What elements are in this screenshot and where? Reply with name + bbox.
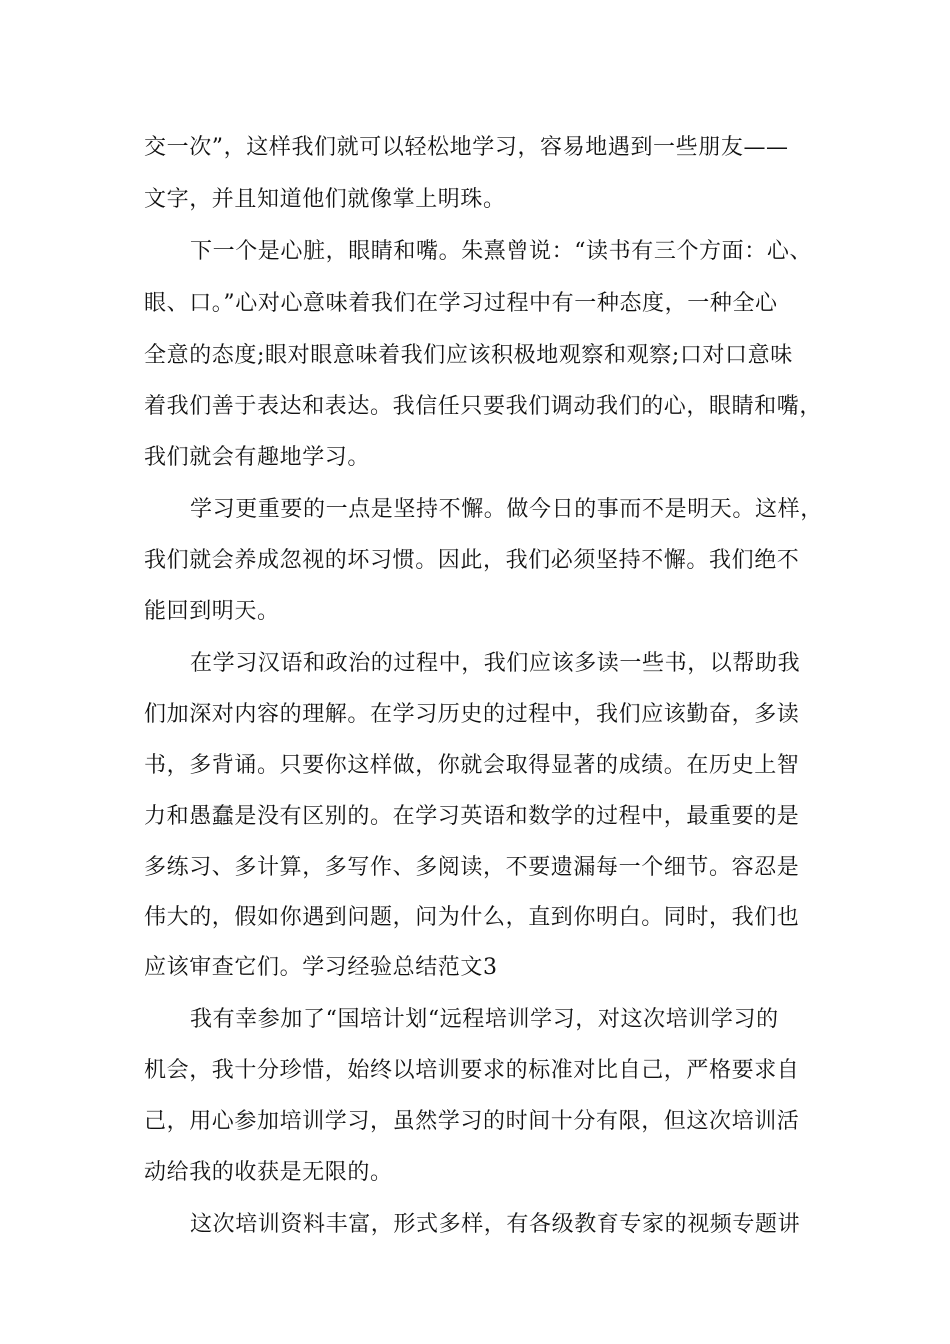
text-line: 文字，并且知道他们就像掌上明珠。 xyxy=(144,187,506,212)
paragraph-start-line: 学习更重要的一点是坚持不懈。做今日的事而不是明天。这样， xyxy=(190,497,823,522)
text-line: 着我们善于表达和表达。我信任只要我们调动我们的心，眼睛和嘴， xyxy=(144,394,823,419)
paragraph-start-line: 我有幸参加了“国培计划“远程培训学习，对这次培训学习的 xyxy=(190,1007,779,1032)
text-line: 机会，我十分珍惜，始终以培训要求的标准对比自己，严格要求自 xyxy=(144,1058,800,1083)
text-line: 们加深对内容的理解。在学习历史的过程中，我们应该勤奋，多读 xyxy=(144,702,800,727)
text-line: 我们就会养成忽视的坏习惯。因此，我们必须坚持不懈。我们绝不 xyxy=(144,548,800,573)
paragraph-start-line: 下一个是心脏，眼睛和嘴。朱熹曾说：“读书有三个方面：心、 xyxy=(190,239,813,264)
text-line: 应该审查它们。学习经验总结范文3 xyxy=(144,955,498,980)
text-line: 己，用心参加培训学习，虽然学习的时间十分有限，但这次培训活 xyxy=(144,1109,800,1134)
text-line: 多练习、多计算，多写作、多阅读，不要遗漏每一个细节。容忍是 xyxy=(144,855,800,880)
text-line: 伟大的，假如你遇到问题，问为什么，直到你明白。同时，我们也 xyxy=(144,905,800,930)
paragraph-start-line: 在学习汉语和政治的过程中，我们应该多读一些书，以帮助我 xyxy=(190,651,801,676)
text-line: 能回到明天。 xyxy=(144,599,280,624)
text-line: 动给我的收获是无限的。 xyxy=(144,1160,393,1185)
text-line: 力和愚蠢是没有区别的。在学习英语和数学的过程中，最重要的是 xyxy=(144,804,800,829)
text-line: 全意的态度;眼对眼意味着我们应该积极地观察和观察;口对口意味 xyxy=(144,343,793,368)
text-line: 交一次”，这样我们就可以轻松地学习，容易地遇到一些朋友—— xyxy=(144,135,789,160)
text-line: 书，多背诵。只要你这样做，你就会取得显著的成绩。在历史上智 xyxy=(144,753,800,778)
paragraph-start-line: 这次培训资料丰富，形式多样，有各级教育专家的视频专题讲 xyxy=(190,1212,801,1237)
text-line: 眼、口。”心对心意味着我们在学习过程中有一种态度，一种全心 xyxy=(144,291,778,316)
text-line: 我们就会有趣地学习。 xyxy=(144,445,371,470)
